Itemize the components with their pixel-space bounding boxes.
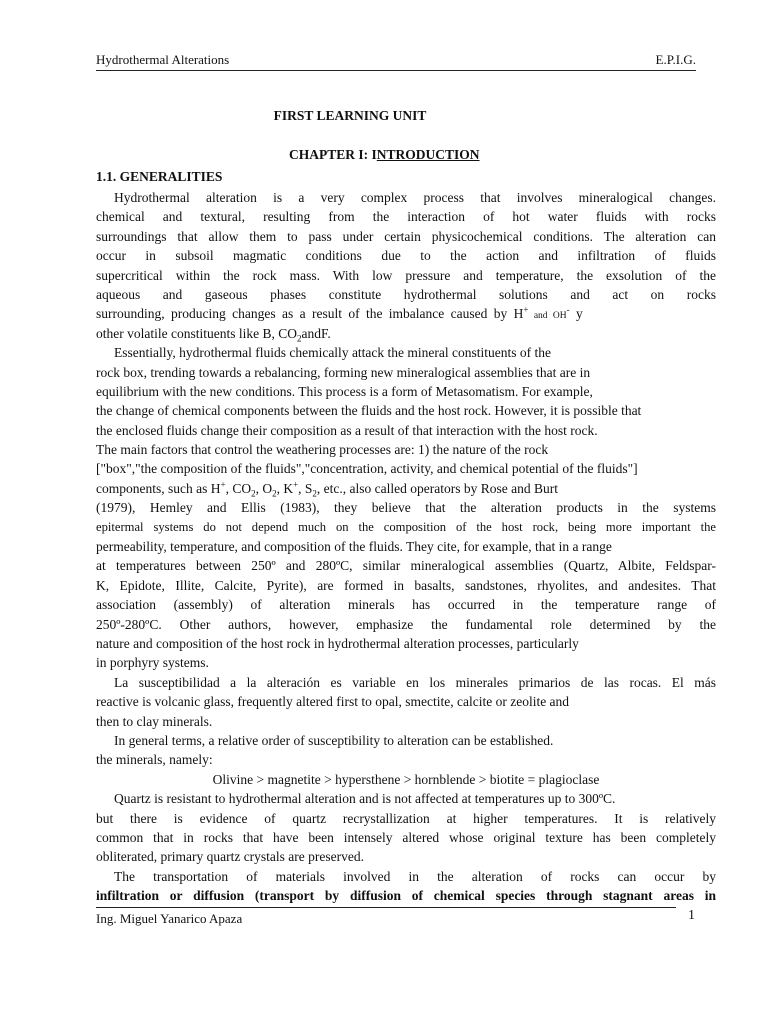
running-header	[96, 52, 696, 71]
superscript: +	[523, 304, 529, 315]
text-line: surroundings that allow them to pass under certain physicochemical conditions. The alteration can	[96, 228, 716, 244]
text-line: La susceptibilidad a la alteración es variable en los minerales primarios de las rocas. El más	[114, 674, 716, 690]
text-segment: , S	[298, 480, 313, 496]
text-line: In general terms, a relative order of susceptibility to alteration can be established.	[114, 732, 554, 748]
text-line: 250º-280ºC. Other authors, however, emphasize the fundamental role determined by the	[96, 616, 716, 632]
subscript: 2	[272, 488, 277, 499]
text-segment: , O	[255, 480, 273, 496]
superscript: -	[566, 304, 570, 315]
text-line: ["box","the composition of the fluids","concentration, activity, and chemical potential of the fluids"]	[96, 461, 638, 477]
text-line: occur in subsoil magmatic conditions due to the action and infiltration of fluids	[96, 248, 716, 264]
text-line: but there is evidence of quartz recrystallization at higher temperatures. It is relatively	[96, 810, 716, 826]
text-line: epitermal systems do not depend much on the composition of the host rock, being more important the	[96, 519, 716, 534]
text-line: at temperatures between 250º and 280ºC, similar mineralogical assemblies (Quartz, Albite, Feldspar-	[96, 558, 716, 574]
superscript: +	[220, 479, 226, 490]
subscript: 2	[312, 488, 317, 499]
body-text	[96, 188, 716, 905]
text-line: The transportation of materials involved in the alteration of rocks can occur by	[114, 868, 716, 884]
text-segment: , etc., also called operators by Rose and Burt	[316, 480, 558, 496]
footer-author: Ing. Miguel Yanarico Apaza	[96, 911, 243, 926]
text-segment: y	[569, 306, 583, 322]
text-segment: , K	[276, 480, 294, 496]
text-line: supercritical within the rock mass. With low pressure and temperature, the exsolution of the	[96, 267, 716, 283]
text-line	[96, 479, 716, 498]
text-line: the change of chemical components between the fluids and the host rock. However, it is possible that	[96, 403, 642, 419]
text-segment: other volatile constituents like B, CO	[96, 325, 297, 341]
subscript: 2	[296, 333, 302, 344]
text-line: obliterated, primary quartz crystals are preserved.	[96, 849, 365, 865]
footer-rule	[96, 907, 676, 908]
header-title: Hydrothermal Alterations	[96, 52, 230, 67]
text-line: aqueous and gaseous phases constitute hydrothermal solutions and act on rocks	[96, 286, 716, 302]
chapter-title	[289, 147, 480, 163]
text-line	[96, 304, 716, 323]
text-line: in porphyry systems.	[96, 655, 209, 671]
superscript: +	[293, 479, 299, 490]
text-line: rock box, trending towards a rebalancing, forming new mineralogical assemblies that are in	[96, 364, 591, 380]
chapter-prefix: CHAPTER I: I	[289, 147, 377, 162]
text-segment: surrounding, producing changes as a result of the imbalance caused by H	[96, 306, 524, 322]
text-line: then to clay minerals.	[96, 713, 213, 729]
text-line: the enclosed fluids change their composition as a result of that interaction with the host rock.	[96, 422, 598, 438]
text-line: (1979), Hemley and Ellis (1983), they believe that the alteration products in the systems	[96, 500, 716, 516]
text-segment: andF.	[301, 325, 331, 341]
text-line	[96, 324, 716, 343]
text-segment: , CO	[225, 480, 252, 496]
text-line: reactive is volcanic glass, frequently altered first to opal, smectite, calcite or zeolite and	[96, 694, 570, 710]
section-heading: 1.1. GENERALITIES	[96, 169, 223, 184]
header-institution: E.P.I.G.	[655, 52, 696, 67]
text-segment: and OH	[528, 311, 567, 322]
text-line: Quartz is resistant to hydrothermal alteration and is not affected at temperatures up to 300ºC.	[114, 791, 616, 807]
page-number: 1	[688, 908, 695, 923]
text-line: common that in rocks that have been intensely altered whose original texture has been completely	[96, 829, 716, 845]
text-line: the minerals, namely:	[96, 752, 213, 768]
text-line: K, Epidote, Illite, Calcite, Pyrite), are formed in basalts, sandstones, rhyolites, and andesites. That	[96, 577, 716, 593]
subscript: 2	[251, 488, 256, 499]
text-line: equilibrium with the new conditions. This process is a form of Metasomatism. For example,	[96, 383, 593, 399]
text-line: nature and composition of the host rock in hydrothermal alteration processes, particularly	[96, 635, 579, 651]
text-line: chemical and textural, resulting from the interaction of hot water fluids with rocks	[96, 209, 716, 225]
text-line: The main factors that control the weathering processes are: 1) the nature of the rock	[96, 442, 549, 458]
text-segment: components, such as H	[96, 480, 221, 496]
unit-title: FIRST LEARNING UNIT	[273, 108, 427, 123]
text-line: Hydrothermal alteration is a very complex process that involves mineralogical changes.	[114, 190, 716, 205]
mineral-sequence: Olivine > magnetite > hypersthene > hornblende > biotite = plagioclase	[212, 771, 600, 787]
text-line: infiltration or diffusion (transport by diffusion of chemical species through stagnant areas in	[96, 888, 716, 904]
chapter-underlined: NTRODUCTION	[376, 147, 480, 162]
text-line: permeability, temperature, and composition of the fluids. They cite, for example, that in a range	[96, 539, 612, 555]
text-line: association (assembly) of alteration minerals has occurred in the temperature range of	[96, 597, 716, 613]
text-line: Essentially, hydrothermal fluids chemically attack the mineral constituents of the	[114, 345, 551, 361]
